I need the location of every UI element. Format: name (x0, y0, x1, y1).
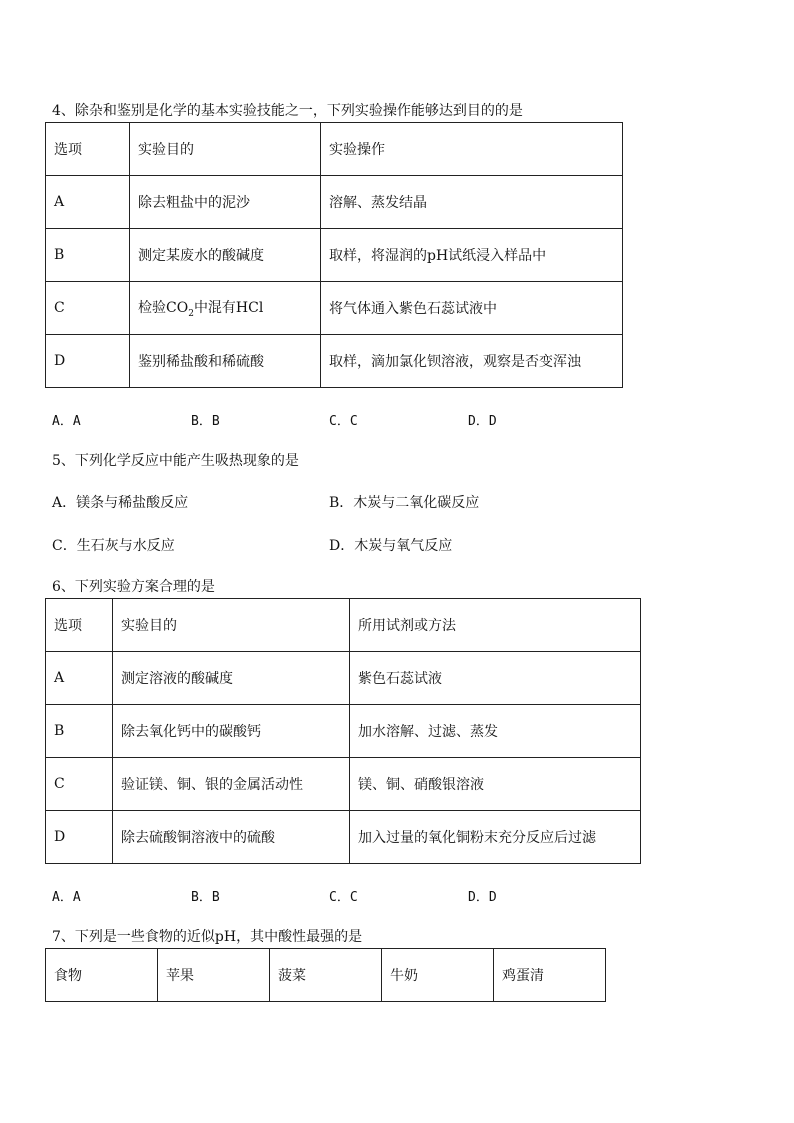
row-purpose: 鉴别稀盐酸和稀硫酸 (130, 335, 321, 388)
cell-apple: 苹果 (158, 949, 270, 1002)
row-operation: 取样，将湿润的pH试纸浸入样品中 (321, 229, 623, 282)
row-purpose: 除去硫酸铜溶液中的硫酸 (113, 811, 350, 864)
q5-choice-c: C．生石灰与水反应 (52, 538, 175, 554)
q6-answer-c: C．C (329, 890, 358, 905)
row-purpose: 测定某废水的酸碱度 (130, 229, 321, 282)
subscript-2: 2 (188, 308, 194, 319)
row-option: B (46, 705, 113, 758)
cell-spinach: 菠菜 (270, 949, 382, 1002)
q5-title: 5、下列化学反应中能产生吸热现象的是 (52, 453, 299, 469)
row-purpose: 测定溶液的酸碱度 (113, 652, 350, 705)
row-method: 镁、铜、硝酸银溶液 (350, 758, 641, 811)
cell-food: 食物 (46, 949, 158, 1002)
purpose-text-pre: 检验CO (138, 300, 189, 317)
table-row (46, 335, 623, 388)
row-operation: 溶解、蒸发结晶 (321, 176, 623, 229)
header-option: 选项 (46, 123, 130, 176)
row-purpose: 除去氧化钙中的碳酸钙 (113, 705, 350, 758)
header-method: 所用试剂或方法 (350, 599, 641, 652)
row-method: 加水溶解、过滤、蒸发 (350, 705, 641, 758)
row-option: B (46, 229, 130, 282)
q4-answer-b: B．B (191, 414, 220, 429)
table-row (46, 705, 641, 758)
table-row (46, 282, 623, 335)
table-row (46, 758, 641, 811)
table-row (46, 176, 623, 229)
row-purpose (130, 282, 321, 335)
row-option: C (46, 758, 113, 811)
q4-answer-d: D．D (468, 414, 497, 429)
purpose-text-post: 中混有HCl (193, 300, 264, 317)
table-row (46, 652, 641, 705)
q6-answer-b: B．B (191, 890, 220, 905)
q6-table (45, 598, 641, 864)
header-purpose: 实验目的 (113, 599, 350, 652)
q7-title: 7、下列是一些食物的近似pH，其中酸性最强的是 (52, 929, 363, 945)
row-purpose: 验证镁、铜、银的金属活动性 (113, 758, 350, 811)
q6-answer-a: A．A (52, 890, 81, 905)
row-option: A (46, 652, 113, 705)
row-option: A (46, 176, 130, 229)
q4-table (45, 122, 623, 388)
table-row (46, 949, 606, 1002)
row-option: C (46, 282, 130, 335)
row-operation: 将气体通入紫色石蕊试液中 (321, 282, 623, 335)
cell-egg-white: 鸡蛋清 (494, 949, 606, 1002)
row-method: 紫色石蕊试液 (350, 652, 641, 705)
table-header-row (46, 123, 623, 176)
header-operation: 实验操作 (321, 123, 623, 176)
q6-answer-d: D．D (468, 890, 497, 905)
row-option: D (46, 811, 113, 864)
q4-answer-a: A．A (52, 414, 81, 429)
cell-milk: 牛奶 (382, 949, 494, 1002)
q5-choice-a: A．镁条与稀盐酸反应 (52, 495, 189, 511)
table-row (46, 811, 641, 864)
q4-answer-c: C．C (329, 414, 358, 429)
table-header-row (46, 599, 641, 652)
row-option: D (46, 335, 130, 388)
q7-table (45, 948, 606, 1002)
q5-choice-d: D．木炭与氧气反应 (329, 538, 453, 554)
row-purpose: 除去粗盐中的泥沙 (130, 176, 321, 229)
header-purpose: 实验目的 (130, 123, 321, 176)
row-method: 加入过量的氧化铜粉末充分反应后过滤 (350, 811, 641, 864)
q5-choice-b: B．木炭与二氧化碳反应 (329, 495, 480, 511)
table-row (46, 229, 623, 282)
q6-title: 6、下列实验方案合理的是 (52, 579, 215, 595)
row-operation: 取样，滴加氯化钡溶液，观察是否变浑浊 (321, 335, 623, 388)
header-option: 选项 (46, 599, 113, 652)
q4-title: 4、除杂和鉴别是化学的基本实验技能之一，下列实验操作能够达到目的的是 (52, 103, 523, 119)
